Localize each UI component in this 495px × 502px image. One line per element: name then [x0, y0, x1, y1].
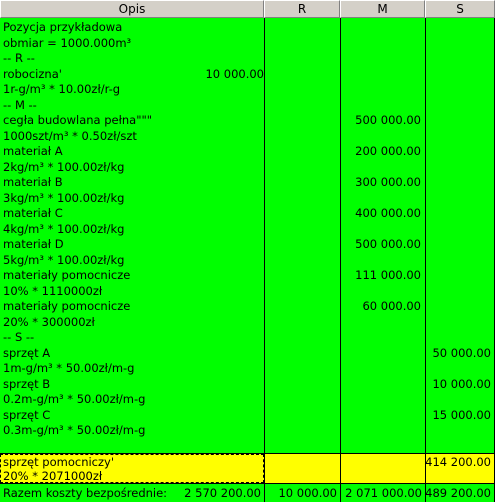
row-m-value: 200 000.00	[355, 144, 421, 158]
selected-row-label: sprzęt pomocniczy'	[3, 455, 115, 469]
column-header-opis[interactable]: Opis	[0, 0, 264, 18]
row-description: materiał C	[3, 206, 63, 220]
row-m-value: 400 000.00	[355, 206, 421, 220]
row-m-value: 300 000.00	[355, 175, 421, 189]
row-description: 10% * 1110000zł	[3, 284, 103, 298]
row-description: 1r-g/m³ * 10.00zł/r-g	[3, 82, 121, 96]
row-description: 4kg/m³ * 100.00zł/kg	[3, 222, 125, 236]
footer-s-sum: 489 200.00	[425, 486, 491, 500]
row-description: Pozycja przykładowa	[3, 20, 123, 34]
footer-m-sum: 2 071 000.00	[345, 486, 422, 500]
row-description: 20% * 300000zł	[3, 315, 95, 329]
row-description: 0.3m-g/m³ * 50.00zł/m-g	[3, 423, 146, 437]
row-description: materiały pomocnicze	[3, 299, 131, 313]
footer-label: Razem koszty bezpośrednie:	[3, 486, 168, 500]
row-s-value: 50 000.00	[432, 346, 491, 360]
row-m-value: 111 000.00	[355, 268, 421, 282]
row-description: -- S --	[3, 330, 35, 344]
column-header-m[interactable]: M	[340, 0, 425, 18]
row-description: 1m-g/m³ * 50.00zł/m-g	[3, 361, 135, 375]
row-m-value: 500 000.00	[355, 237, 421, 251]
column-header-s[interactable]: S	[425, 0, 495, 18]
row-description: 0.2m-g/m³ * 50.00zł/m-g	[3, 392, 146, 406]
row-m-value: 60 000.00	[362, 299, 421, 313]
row-description: 1000szt/m³ * 0.50zł/szt	[3, 129, 137, 143]
column-divider	[425, 18, 426, 502]
column-divider	[264, 18, 265, 502]
row-s-value: 10 000.00	[432, 377, 491, 391]
row-s-value: 15 000.00	[432, 408, 491, 422]
row-description: obmiar = 1000.000m³	[3, 36, 132, 50]
selected-row-formula: 20% * 2071000zł	[3, 469, 103, 483]
row-description: 5kg/m³ * 100.00zł/kg	[3, 253, 125, 267]
footer-total: 2 570 200.00	[184, 486, 261, 500]
row-description: sprzęt A	[3, 346, 51, 360]
row-description: materiały pomocnicze	[3, 268, 131, 282]
row-description: 3kg/m³ * 100.00zł/kg	[3, 191, 125, 205]
row-description: cegła budowlana pełna"""	[3, 113, 153, 127]
row-description: materiał D	[3, 237, 64, 251]
row-description: robocizna'	[3, 67, 62, 81]
row-description: -- M --	[3, 98, 37, 112]
row-description: materiał B	[3, 175, 63, 189]
row-description: sprzęt C	[3, 408, 51, 422]
row-r-value: 10 000.00	[205, 67, 264, 81]
selected-row-s-value: 414 200.00	[425, 455, 491, 469]
column-divider	[340, 18, 341, 502]
row-description: sprzęt B	[3, 377, 51, 391]
column-header-r[interactable]: R	[264, 0, 340, 18]
footer-r-sum: 10 000.00	[278, 486, 337, 500]
row-m-value: 500 000.00	[355, 113, 421, 127]
row-description: materiał A	[3, 144, 63, 158]
row-description: -- R --	[3, 51, 35, 65]
row-description: 2kg/m³ * 100.00zł/kg	[3, 160, 125, 174]
